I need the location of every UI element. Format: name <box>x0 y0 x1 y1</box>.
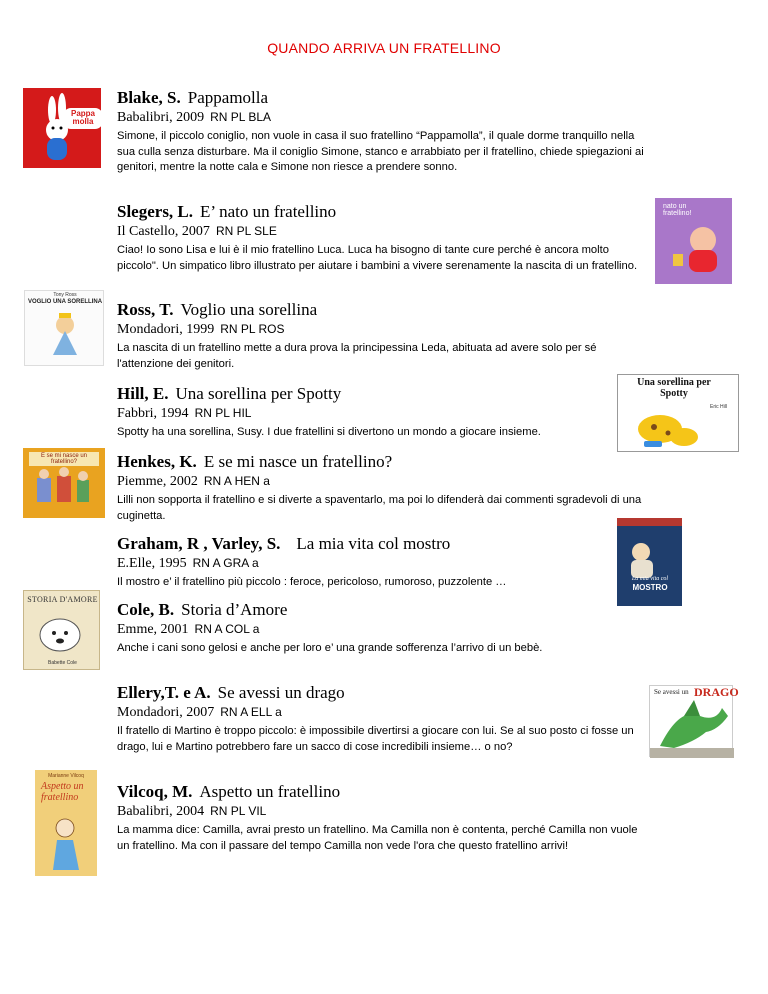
page-title: QUANDO ARRIVA UN FRATELLINO <box>267 40 501 56</box>
cover-slegers <box>655 198 732 284</box>
shelf-code: RN PL VIL <box>210 804 267 818</box>
cover-title: VOGLIO UNA SORELLINA <box>27 299 103 305</box>
cover-author: Tony Ross <box>53 292 77 298</box>
cover-pappamolla <box>23 88 101 168</box>
book-entry-vilcoq <box>117 782 647 854</box>
cover-ross <box>24 290 104 366</box>
book-entry-slegers <box>117 202 647 274</box>
book-description: La mamma dice: Camilla, avrai presto un fratellino. Ma Camilla non è contenta, perché Camilla non vuole un fratellino. Ma con il passare del tempo Camilla non vede l'ora che questo fratellino arrivi! <box>117 824 638 852</box>
book-title: La mia vita col mostro <box>296 534 451 553</box>
book-description: Lilli non sopporta il fratellino e si diverte a spaventarlo, ma poi lo difenderà dai commenti sgradevoli di una cuginetta. <box>117 494 642 522</box>
cover-mostro <box>617 518 682 606</box>
cover-title: Se avessi un <box>654 688 689 696</box>
cover-title: La mia vita col <box>631 576 669 582</box>
cover-title: Aspetto un fratellino <box>41 781 84 803</box>
cover-author: Babette Cole <box>48 660 77 666</box>
book-author: Cole, B. <box>117 600 175 619</box>
book-entry-graham <box>117 534 647 591</box>
book-title: Voglio una sorellina <box>180 300 318 319</box>
book-title: E’ nato un fratellino <box>200 202 337 221</box>
family-illustration-icon <box>23 448 105 518</box>
book-description: Spotty ha una sorellina, Susy. I due fratellini si divertono un mondo a giocare insieme. <box>117 426 541 438</box>
book-description: Il fratello di Martino è troppo piccolo: è impossibile divertirsi a giocare con lui. Se al suo posto ci fosse un drago, lui e Martino potrebbero fare un sacco di cose incredibili insieme… o no? <box>117 725 634 753</box>
cover-drago <box>649 685 739 757</box>
book-author: Vilcoq, M. <box>117 782 193 801</box>
shelf-code: RN PL HIL <box>194 406 252 420</box>
book-author: Ross, T. <box>117 300 174 319</box>
book-publisher: Babalibri, 2004 <box>117 804 205 819</box>
book-author: Blake, S. <box>117 88 181 107</box>
book-entry-henkes <box>117 452 647 524</box>
book-title: Se avessi un drago <box>217 683 345 702</box>
book-description: Il mostro e’ il fratellino più piccolo : feroce, pericoloso, rumoroso, puzzolente … <box>117 576 507 588</box>
dragon-illustration-icon <box>650 686 734 758</box>
shelf-code: RN A HEN a <box>203 474 270 488</box>
book-publisher: Emme, 2001 <box>117 622 189 637</box>
dog-illustration-icon <box>24 591 101 671</box>
cover-storia <box>23 590 100 670</box>
book-entry-ross <box>117 300 647 372</box>
book-author: Hill, E. <box>117 384 169 403</box>
cover-title-monster: MOSTRO <box>632 583 668 592</box>
cover-title: E se mi nasce un fratellino? <box>40 453 88 466</box>
book-publisher: Mondadori, 1999 <box>117 322 215 337</box>
book-author: Graham, R , Varley, S. <box>117 534 281 553</box>
book-publisher: Mondadori, 2007 <box>117 705 215 720</box>
shelf-code: RN PL SLE <box>215 224 277 238</box>
book-title: Una sorellina per Spotty <box>175 384 342 403</box>
girl-illustration-icon <box>35 770 97 876</box>
monster-illustration-icon <box>617 518 682 606</box>
book-entry-blake <box>117 88 647 176</box>
book-description: La nascita di un fratellino mette a dura prova la principessina Leda, abituata ad avere solo per sé l'attenzione dei genitori. <box>117 342 597 370</box>
book-author: Henkes, K. <box>117 452 197 471</box>
shelf-code: RN PL BLA <box>210 110 272 124</box>
book-entry-hill <box>117 384 647 441</box>
book-entry-cole <box>117 600 647 657</box>
cover-title: Pappa molla <box>63 108 103 129</box>
book-description: Anche i cani sono gelosi e anche per loro e’ una grande sofferenza l’arrivo di un bebè. <box>117 642 543 654</box>
princess-illustration-icon <box>25 291 105 367</box>
cover-author: Eric Hill <box>710 404 727 410</box>
cover-spotty <box>617 374 739 452</box>
book-entry-ellery <box>117 683 647 755</box>
shelf-code: RN A ELL a <box>220 705 282 719</box>
cover-title: STORIA D'AMORE <box>27 595 98 604</box>
book-publisher: Piemme, 2002 <box>117 474 198 489</box>
shelf-code: RN PL ROS <box>220 322 285 336</box>
book-title: E se mi nasce un fratellino? <box>203 452 393 471</box>
shelf-code: RN A GRA a <box>192 556 259 570</box>
cover-title: nato un fratellino! <box>663 203 692 218</box>
book-publisher: Il Castello, 2007 <box>117 224 210 239</box>
book-author: Ellery,T. e A. <box>117 683 211 702</box>
book-title: Pappamolla <box>187 88 269 107</box>
cover-title-dragon: DRAGO <box>694 685 739 699</box>
book-publisher: Babalibri, 2009 <box>117 110 205 125</box>
book-description: Ciao! Io sono Lisa e lui è il mio fratellino Luca. Luca ha bisogno di tante cure perché è ancora molto piccolo". Un simpatico libro illustrato per aiutare i bambini a vivere serenamente la nascita di un fratellino. <box>117 244 638 272</box>
book-publisher: E.Elle, 1995 <box>117 556 187 571</box>
cover-author: Marianne Vilcoq <box>48 773 84 779</box>
book-author: Slegers, L. <box>117 202 194 221</box>
cover-henkes <box>23 448 105 518</box>
cover-title: Una sorellina per Spotty <box>637 377 711 399</box>
book-title: Storia d’Amore <box>181 600 288 619</box>
book-publisher: Fabbri, 1994 <box>117 406 189 421</box>
puppy-illustration-icon <box>618 375 740 453</box>
shelf-code: RN A COL a <box>194 622 260 636</box>
book-description: Simone, il piccolo coniglio, non vuole in casa il suo fratellino “Pappamolla”, il quale dorme tranquillo nella sua culla senza disturbare. Ma il coniglio Simone, stanco e arrabbiato per il fratellino, chiede spiegazioni ai genitori, mentre la notte cala e Simone non riesce a prendere sonno. <box>117 130 644 173</box>
cover-aspetto <box>35 770 97 876</box>
book-title: Aspetto un fratellino <box>199 782 341 801</box>
